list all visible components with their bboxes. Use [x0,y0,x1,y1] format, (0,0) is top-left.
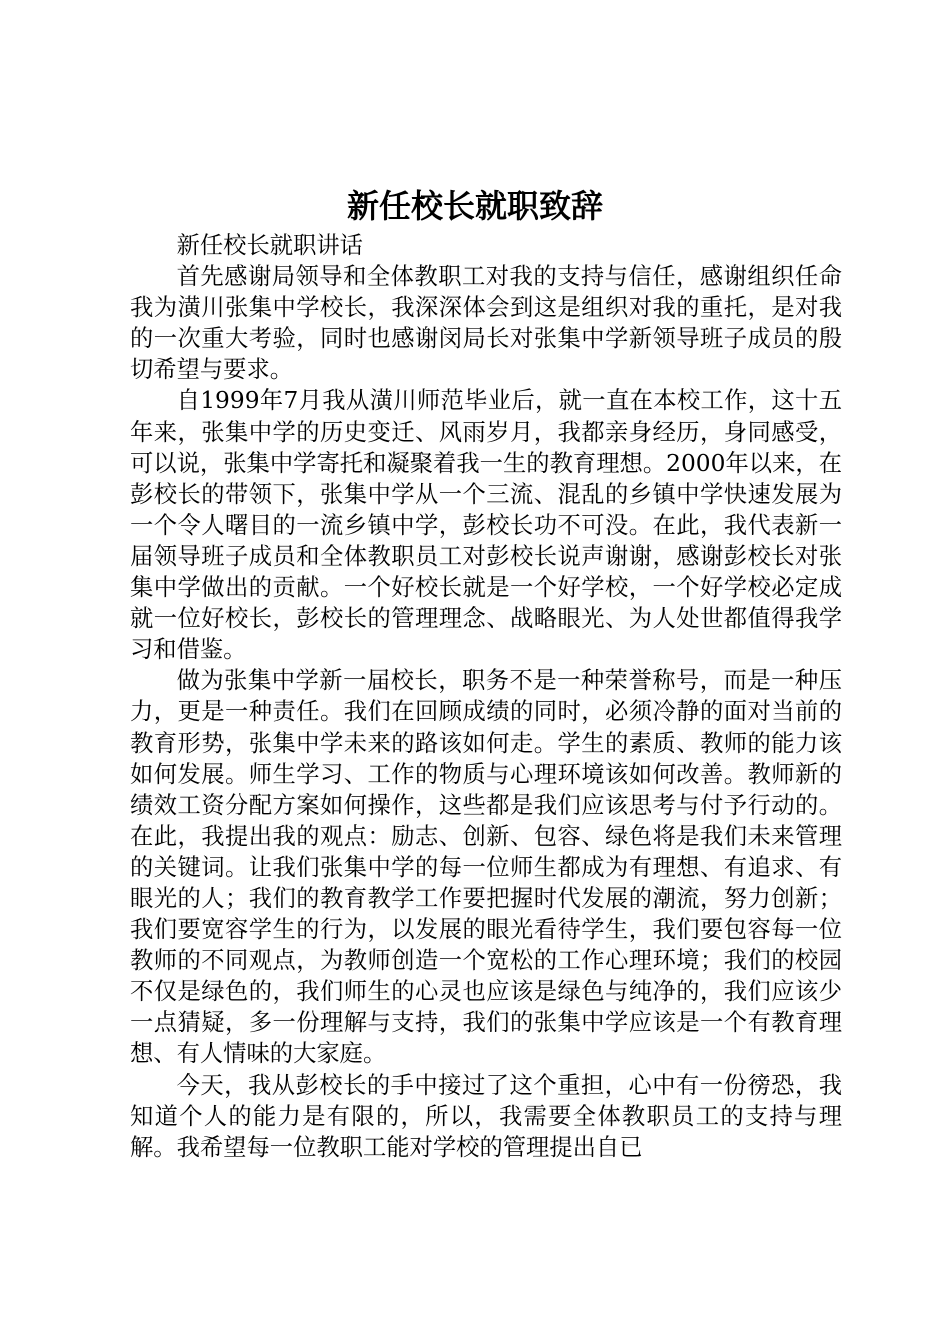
paragraph-4: 今天，我从彭校长的手中接过了这个重担，心中有一份徬恐，我知道个人的能力是有限的，所以，我需要全体教职员工的支持与理解。我希望每一位教职工能对学校的管理提出自已 [130,1071,842,1161]
document-title: 新任校长就职致辞 [346,187,603,225]
paragraph-2: 自1999年7月我从潢川师范毕业后，就一直在本校工作，这十五年来，张集中学的历史变迁、风雨岁月，我都亲身经历，身同感受，可以说，张集中学寄托和凝聚着我一生的教育理想。2000年以来，在彭校长的带领下，张集中学从一个三流、混乱的乡镇中学快速发展为一个令人曙目的一流乡镇中学，彭校长功不可没。在此，我代表新一届领导班子成员和全体教职员工对彭校长说声谢谢，感谢彭校长对张集中学做出的贡献。一个好校长就是一个好学校，一个好学校必定成就一位好校长，彭校长的管理理念、战略眼光、为人处世都值得我学习和借鉴。 [130,387,842,664]
document-body [130,230,842,1163]
paragraph-3: 做为张集中学新一届校长，职务不是一种荣誉称号，而是一种压力，更是一种责任。我们在回顾成绩的同时，必须冷静的面对当前的教育形势，张集中学未来的路该如何走。学生的素质、教师的能力该如何发展。师生学习、工作的物质与心理环境该如何改善。教师新的绩效工资分配方案如何操作，这些都是我们应该思考与付予行动的。在此，我提出我的观点：励志、创新、包容、绿色将是我们未来管理的关键词。让我们张集中学的每一位师生都成为有理想、有追求、有眼光的人；我们的教育教学工作要把握时代发展的潮流，努力创新；我们要宽容学生的行为，以发展的眼光看待学生，我们要包容每一位教师的不同观点，为教师创造一个宽松的工作心理环境；我们的校园不仅是绿色的，我们师生的心灵也应该是绿色与纯净的，我们应该少一点猜疑，多一份理解与支持，我们的张集中学应该是一个有教育理想、有人情味的大家庭。 [130,667,842,1068]
document-subtitle: 新任校长就职讲话 [176,232,363,259]
paragraph-1: 首先感谢局领导和全体教职工对我的支持与信任，感谢组织任命我为潢川张集中学校长，我深深体会到这是组织对我的重托，是对我的一次重大考验，同时也感谢闵局长对张集中学新领导班子成员的殷切希望与要求。 [130,263,842,384]
